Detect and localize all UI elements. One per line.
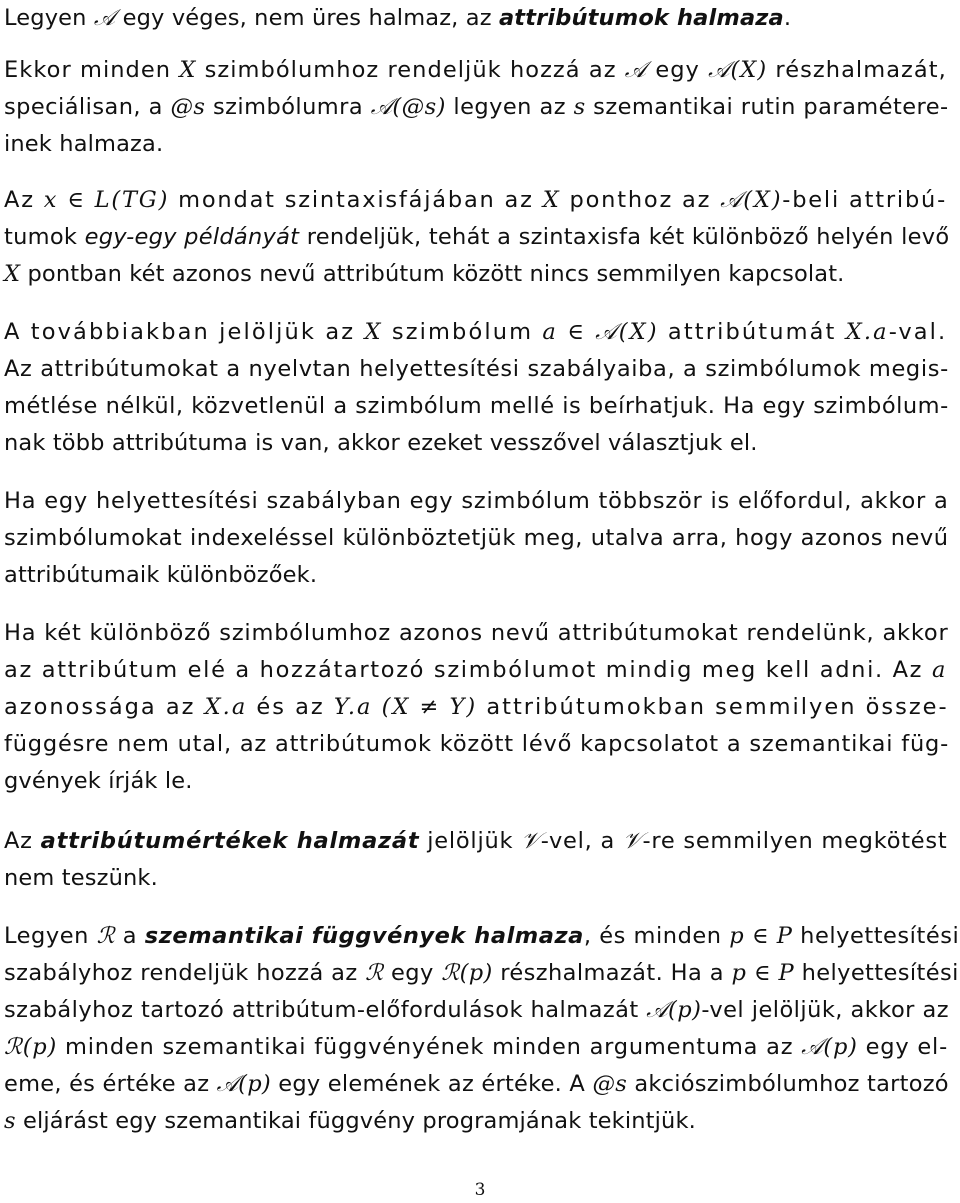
text-run: részhalmazát. Ha a [492, 960, 732, 986]
text-run: -vel jelöljük, akkor az [701, 997, 950, 1023]
text-line [4, 656, 947, 684]
math-expression: 𝒱 [622, 828, 643, 854]
text-run: -re semmilyen megkötést [642, 828, 948, 854]
text-run: Legyen [4, 5, 94, 31]
text-run: nem teszünk. [4, 865, 158, 891]
text-run: és az [247, 694, 334, 720]
text-run: speciálisan, a [4, 94, 171, 120]
math-expression: 𝒱 [521, 828, 541, 854]
math-expression: Y.a [333, 694, 373, 720]
text-line [4, 186, 947, 214]
text-run: részhalmazát, [767, 57, 947, 83]
page-number: 3 [474, 1180, 486, 1200]
math-expression: 𝒜(X) [708, 57, 768, 83]
math-expression: X [179, 57, 197, 83]
text-run [744, 923, 752, 949]
math-expression: X [364, 319, 383, 345]
text-line [4, 767, 193, 795]
math-expression: a [542, 319, 558, 345]
text-run: egy elemének az értéke. A [270, 1071, 593, 1097]
math-expression: L(TG) [94, 187, 170, 213]
text-line [4, 318, 947, 346]
text-run: jelöljük [419, 828, 522, 854]
text-line [4, 1070, 949, 1098]
math-expression: s [4, 1108, 16, 1134]
text-run: azonossága az [4, 694, 205, 720]
math-expression: 𝒜 [624, 57, 648, 83]
text-run [746, 960, 754, 986]
defined-term: attribútumok halmaza [498, 5, 784, 31]
math-expression: ℛ [365, 960, 384, 986]
text-run: tumok [4, 224, 85, 250]
text-run: szemantikai rutin paramétere- [585, 94, 949, 120]
text-line [4, 429, 758, 457]
text-run: inek halmaza. [4, 131, 164, 157]
text-run: Az attribútumokat a nyelvtan helyettesítési szabályaiba, a szimbólumok megis- [4, 356, 949, 382]
text-run: szimbólumra [205, 94, 371, 120]
text-line [4, 922, 959, 950]
math-expression: 𝒜(p) [216, 1071, 271, 1097]
math-expression: s [573, 94, 586, 120]
text-run: Ha két különböző szimbólumhoz azonos nevű attribútumokat rendelünk, akkor [4, 620, 949, 646]
text-line [4, 959, 959, 987]
text-line [4, 864, 158, 892]
text-run: szabályhoz rendeljük hozzá az [4, 960, 366, 986]
math-expression: (X ≠ Y) [381, 694, 478, 720]
math-symbol: ∈ [567, 319, 587, 345]
text-run: legyen az [445, 94, 574, 120]
math-expression: a [931, 657, 948, 683]
math-expression: X.a [845, 319, 889, 345]
text-run: Az [4, 828, 41, 854]
emphasis-text: egy-egy példányát [84, 224, 300, 250]
text-line [4, 4, 791, 32]
math-expression: X [4, 261, 21, 287]
text-line [4, 130, 163, 158]
text-run: akciószimbólumhoz tartozó [627, 1071, 949, 1097]
text-line [4, 730, 949, 758]
text-run [769, 923, 777, 949]
text-run: , és minden [583, 923, 730, 949]
text-run: Ha egy helyettesítési szabályban egy szimbólum többször is előfordul, akkor a [4, 488, 949, 514]
text-line [4, 619, 949, 647]
math-expression: 𝒜(X) [595, 319, 659, 345]
text-line [4, 260, 845, 288]
text-run: Ekkor minden [4, 57, 180, 83]
text-run: -vel, a [540, 828, 623, 854]
math-expression: 𝒜(p) [646, 997, 702, 1023]
math-expression: P [778, 960, 795, 986]
math-expression: 𝒜(p) [801, 1034, 858, 1060]
text-run: Legyen [4, 923, 97, 949]
math-symbol: ∈ [67, 187, 86, 213]
text-run: szimbólum [382, 319, 543, 345]
text-run: attribútumaik különbözőek. [4, 562, 318, 588]
text-run: . [783, 5, 792, 31]
math-symbol: ∈ [753, 960, 771, 986]
math-expression: P [776, 923, 793, 949]
text-run: helyettesítési [792, 923, 960, 949]
text-run [558, 319, 567, 345]
text-run: szimbólumhoz rendeljük hozzá az [196, 57, 625, 83]
text-run: függésre nem utal, az attribútumok között lévő kapcsolatot a szemantikai füg- [4, 731, 950, 757]
math-expression: ℛ [96, 923, 116, 949]
text-line [4, 56, 947, 84]
text-run: pontban két azonos nevű attribútum között nincs semmilyen kapcsolat. [20, 261, 845, 287]
text-run: minden szemantikai függvényének minden argumentuma az [57, 1034, 802, 1060]
math-expression: X [542, 187, 561, 213]
text-run: attribútumokban semmilyen össze- [477, 694, 949, 720]
math-symbol: ∈ [751, 923, 770, 949]
text-line [4, 561, 317, 589]
defined-term: attribútumértékek halmazát [40, 828, 420, 854]
text-run: mondat szintaxisfájában az [169, 187, 543, 213]
text-run: eme, és értéke az [4, 1071, 217, 1097]
text-run: a [115, 923, 145, 949]
text-run [372, 694, 381, 720]
text-run: egy el- [857, 1034, 948, 1060]
text-run: -val. [888, 319, 948, 345]
math-expression: x [43, 187, 59, 213]
text-run: nak több attribútuma is van, akkor ezeket vesszővel választjuk el. [4, 430, 758, 456]
text-line [4, 487, 949, 515]
math-expression: 𝒜 [93, 5, 116, 31]
text-run [86, 187, 95, 213]
text-run: egy [383, 960, 442, 986]
text-run: eljárást egy szemantikai függvény programjának tekintjük. [15, 1108, 696, 1134]
text-run: az attribútum elé a hozzátartozó szimbólumot mindig meg kell adni. Az [4, 657, 932, 683]
text-run: egy véges, nem üres halmaz, az [115, 5, 499, 31]
text-run: -beli attribú- [782, 187, 948, 213]
text-run: szimbólumokat indexeléssel különböztetjük meg, utalva arra, hogy azonos nevű [4, 525, 949, 551]
text-line [4, 93, 949, 121]
math-expression: @s [592, 1071, 627, 1097]
text-line [4, 996, 949, 1024]
math-expression: @s [170, 94, 206, 120]
text-line [4, 693, 949, 721]
math-expression: X.a [204, 694, 248, 720]
text-run: Az [4, 187, 44, 213]
text-run: ponthoz az [560, 187, 721, 213]
text-run [586, 319, 595, 345]
text-line [4, 1033, 948, 1061]
text-run: A továbbiakban jelöljük az [4, 319, 365, 345]
math-expression: ℛ(p) [441, 960, 493, 986]
text-run [58, 187, 67, 213]
text-run: gvények írják le. [4, 768, 193, 794]
math-expression: p [731, 960, 747, 986]
text-line [4, 1107, 696, 1135]
math-expression: 𝒜(X) [720, 187, 783, 213]
text-run: rendeljük, tehát a szintaxisfa két különböző helyén levő [299, 224, 950, 250]
text-line [4, 392, 949, 420]
text-run: egy [647, 57, 709, 83]
text-line [4, 223, 949, 251]
defined-term: szemantikai függvények halmaza [144, 923, 584, 949]
text-line [4, 355, 949, 383]
text-run: szabályhoz tartozó attribútum-előfordulások halmazát [4, 997, 647, 1023]
text-line [4, 827, 947, 855]
text-line [4, 524, 949, 552]
math-expression: 𝒜(@s) [370, 94, 446, 120]
text-run: attribútumát [658, 319, 846, 345]
text-run: helyettesítési [794, 960, 959, 986]
math-expression: p [729, 923, 745, 949]
text-run: métlése nélkül, közvetlenül a szimbólum mellé is beírhatjuk. Ha egy szimbólum- [4, 393, 949, 419]
math-expression: ℛ(p) [4, 1034, 58, 1060]
